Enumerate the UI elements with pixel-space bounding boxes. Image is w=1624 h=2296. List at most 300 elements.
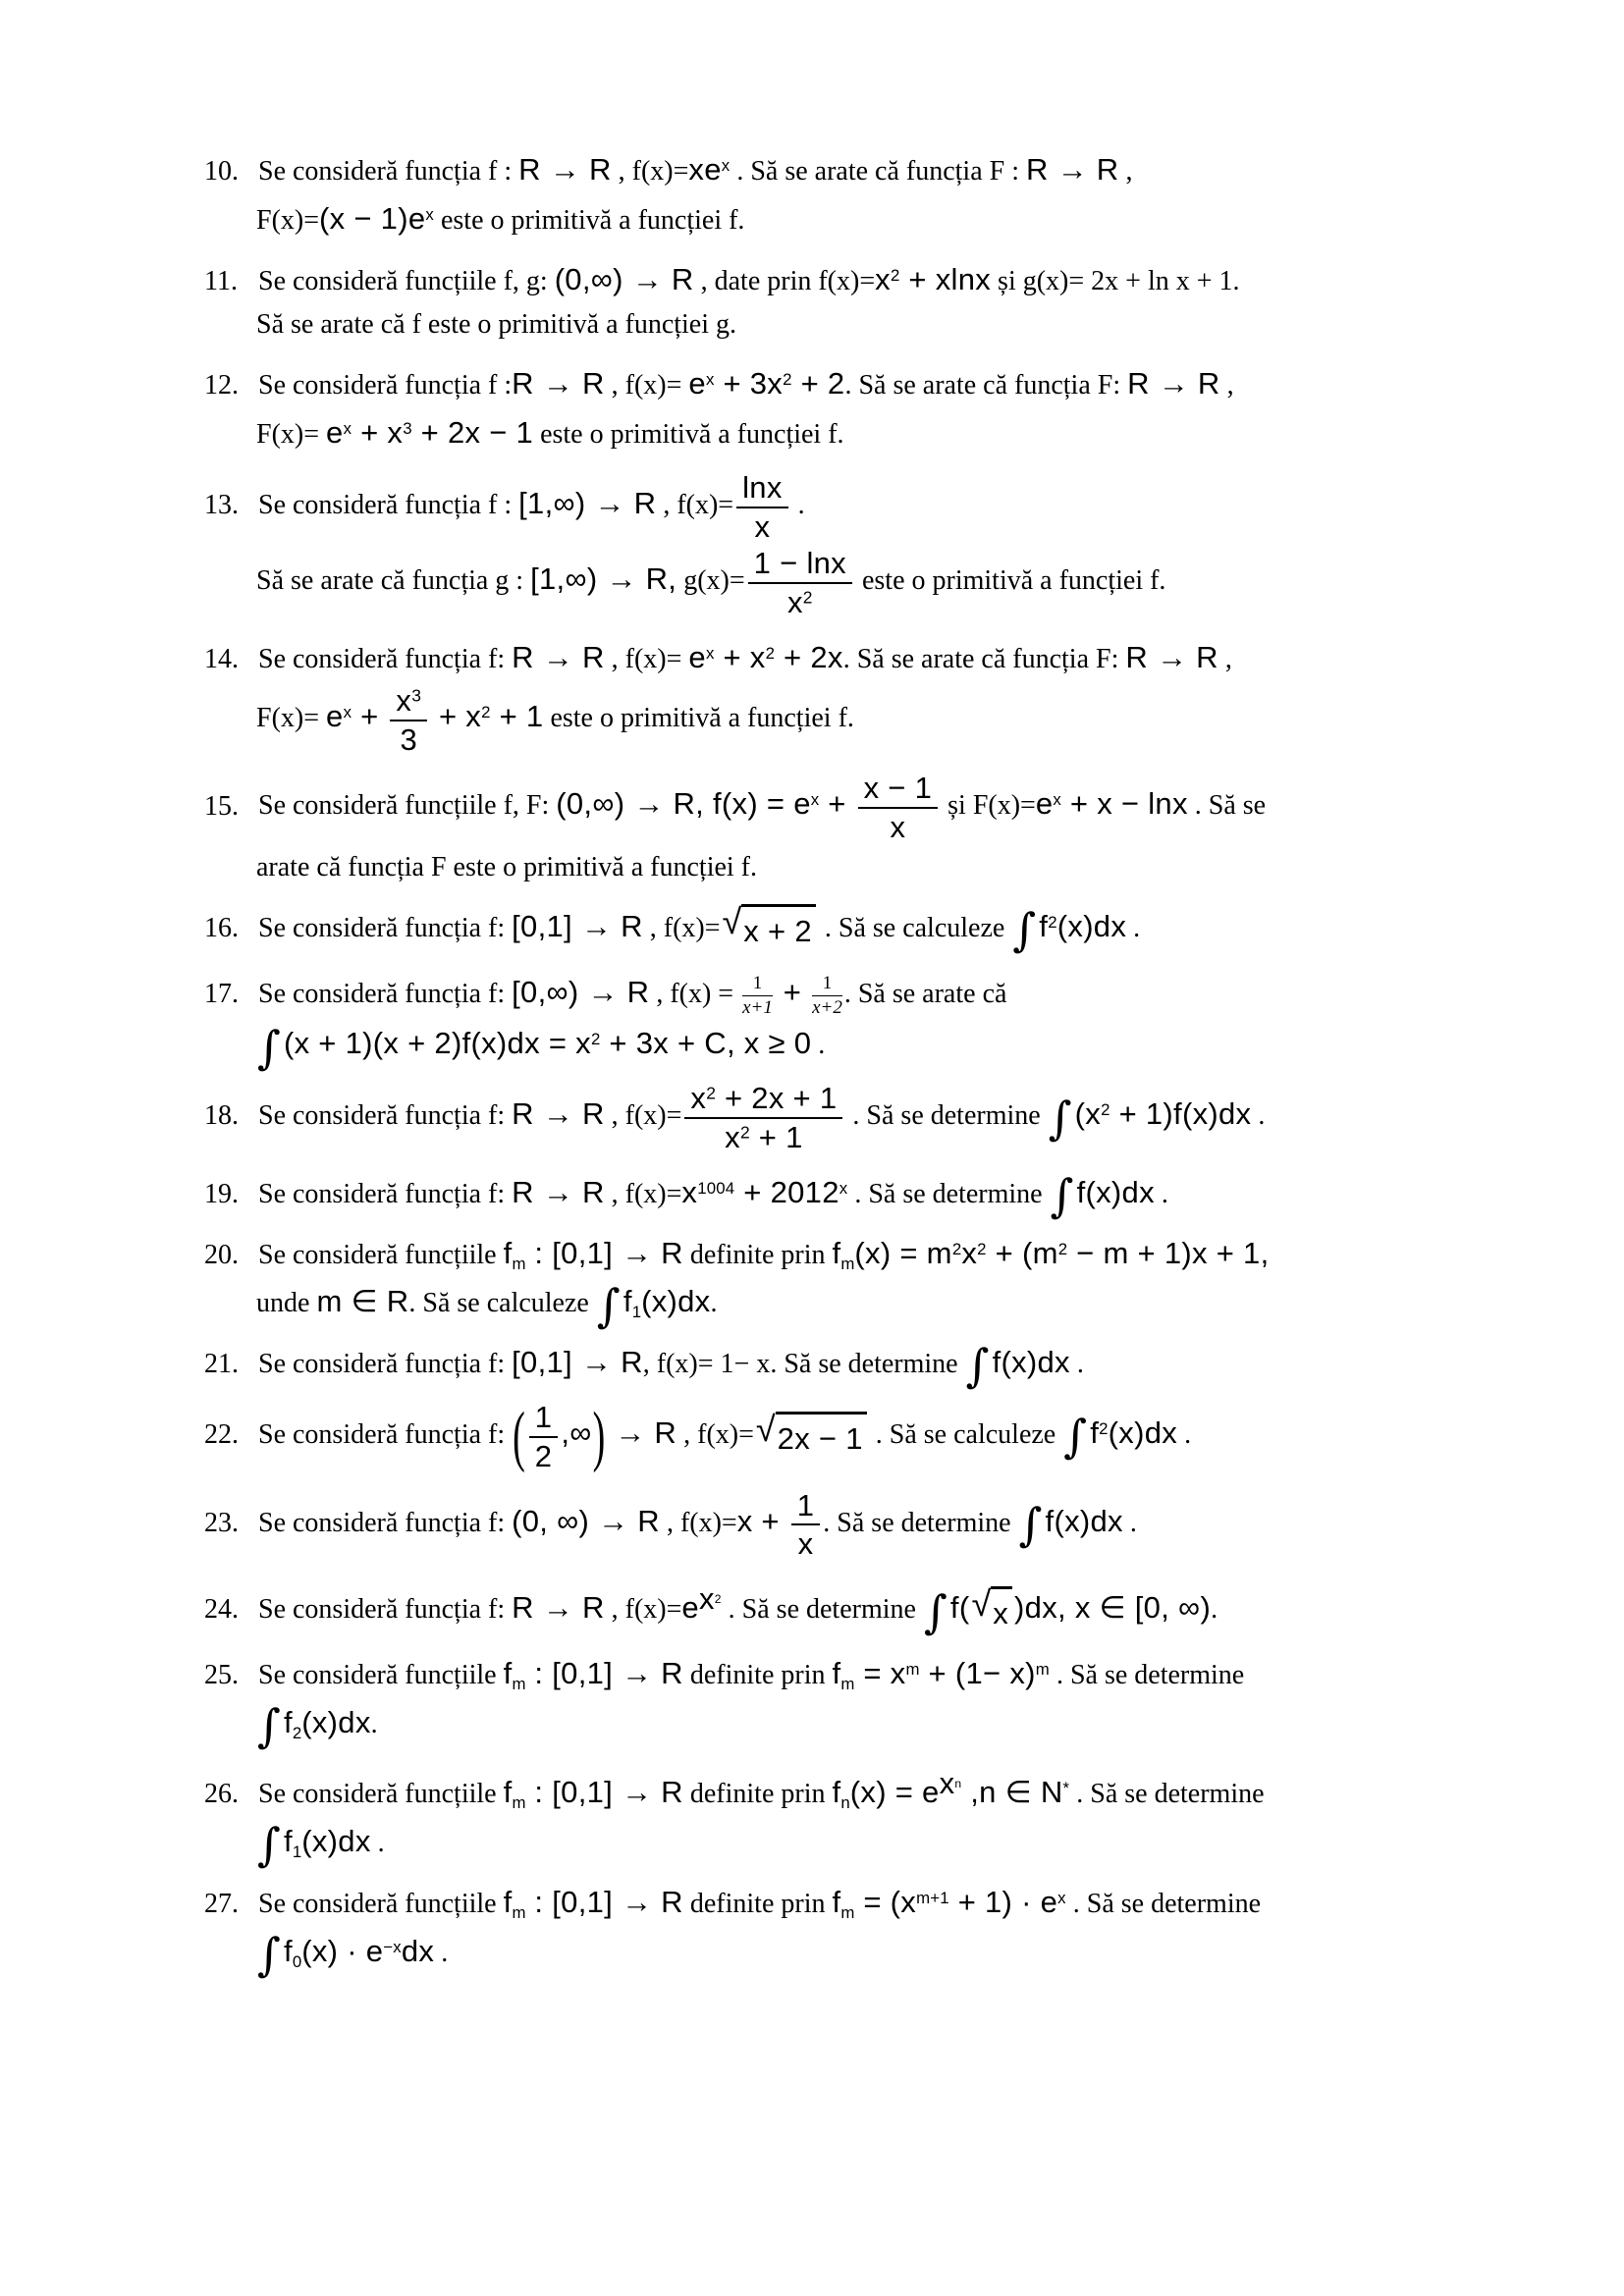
text-run: , f(x)= <box>604 1100 682 1132</box>
math-run: x <box>698 1581 715 1617</box>
math-run: f(x) = e <box>704 786 811 822</box>
text-run: Se consideră funcția f: <box>258 1178 513 1209</box>
text-run: definite prin <box>682 1660 833 1691</box>
problem-item <box>204 359 1481 457</box>
problem-item <box>204 1759 1481 1872</box>
text-run: . Să se arate că funcția F : <box>730 156 1026 187</box>
integral-icon: ∫ <box>1050 1169 1074 1223</box>
fraction <box>684 1080 842 1156</box>
text-run: definite prin <box>682 1888 833 1919</box>
superscript: 2 <box>951 1239 962 1258</box>
text-run: definite prin <box>682 1779 833 1810</box>
math-run: + 3x <box>714 366 784 401</box>
problem-line-first <box>204 1487 1481 1564</box>
problem-line-first <box>204 1229 1481 1278</box>
problem-line-first <box>204 145 1481 194</box>
text-run: . <box>1154 1178 1168 1209</box>
math-run: x − 1 <box>863 771 933 806</box>
square-root <box>723 904 816 956</box>
problem-item <box>204 1229 1481 1332</box>
problem-number: 19. <box>204 1178 239 1209</box>
text-run: este o primitivă a funcției f. <box>543 702 854 733</box>
text-run: . Să se <box>1187 790 1267 822</box>
math-run: e <box>688 366 706 401</box>
math-run: (x)dx <box>301 1705 371 1740</box>
small-fraction <box>742 972 773 1020</box>
superscript: x <box>839 1178 848 1198</box>
math-run: + 2 <box>791 366 845 401</box>
text-run: , f(x)= <box>642 912 721 943</box>
radicand <box>741 904 816 956</box>
problem-item <box>204 968 1481 1074</box>
math-run: x <box>725 1120 740 1155</box>
math-run: f <box>503 1235 513 1270</box>
math-run: + xlnx <box>899 261 992 296</box>
superscript: 3 <box>403 418 412 438</box>
text-run: și g(x)= 2x + ln x + 1. <box>991 265 1240 296</box>
math-run: : [0,1] → R <box>525 1656 683 1691</box>
math-run: f <box>283 1705 293 1740</box>
math-run: dx <box>401 1933 435 1968</box>
superscript: x <box>343 418 352 438</box>
text-run: Se consideră funcția f : <box>258 490 519 520</box>
problem-number: 21. <box>204 1349 239 1380</box>
math-run: f <box>1039 908 1049 943</box>
subscript: m <box>840 1902 855 1922</box>
math-run: lnx <box>742 469 783 505</box>
subscript: m <box>512 1793 526 1813</box>
math-run: x <box>890 810 906 845</box>
problem-number: 27. <box>204 1888 239 1919</box>
subscript: m <box>512 1902 526 1922</box>
problem-line-first <box>204 1649 1481 1698</box>
math-run: + 1) · e <box>948 1884 1058 1919</box>
problem-number: 14. <box>204 643 239 674</box>
text-run: . <box>434 1937 449 1968</box>
superscript: x <box>1057 1888 1066 1907</box>
math-run: + <box>819 786 855 822</box>
subscript: 1 <box>631 1303 642 1322</box>
problem-line-first <box>204 1399 1481 1475</box>
problem-item <box>204 1878 1481 1981</box>
math-run: (x)dx <box>301 1823 371 1858</box>
superscript: m+1 <box>916 1888 949 1907</box>
math-run: (0,∞) → R <box>554 261 694 296</box>
text-run: Se consideră funcțiile <box>258 1660 504 1691</box>
text-run: , f(x) = <box>649 978 741 1009</box>
problem-line-first <box>204 1759 1481 1817</box>
text-run: Se consideră funcția f: <box>258 1507 513 1538</box>
numerator <box>529 1399 559 1438</box>
superscript: x <box>343 702 352 721</box>
problem-item <box>204 1649 1481 1753</box>
math-run: (x)dx <box>1056 908 1127 943</box>
denominator <box>390 721 427 759</box>
math-run: x <box>993 1595 1009 1630</box>
denominator: x+2 <box>812 996 842 1018</box>
text-run: , f(x)= <box>604 1594 682 1626</box>
text-run: . Să se determine <box>1065 1888 1262 1919</box>
text-run: . <box>811 1030 826 1061</box>
fraction <box>529 1399 559 1475</box>
math-run: f <box>503 1656 513 1691</box>
numerator: 1 <box>812 972 842 996</box>
math-run: + <box>352 698 388 733</box>
problem-number: 13. <box>204 490 239 520</box>
math-run: [0,∞) → R <box>512 974 650 1009</box>
math-run: + 1 <box>490 698 544 733</box>
math-run: [0,1] → R <box>512 1345 643 1380</box>
math-run: (x <box>1074 1096 1102 1132</box>
text-run: F(x)= <box>256 418 327 450</box>
problem-item <box>204 1168 1481 1223</box>
text-run: F(x)= <box>256 204 320 236</box>
text-run: . Să se calculeze <box>408 1288 596 1319</box>
math-run: 1 <box>534 1400 553 1435</box>
text-run: . Să se determine <box>845 1100 1048 1132</box>
fraction <box>791 1487 821 1564</box>
problem-number: 18. <box>204 1100 239 1132</box>
problem-number: 16. <box>204 912 239 943</box>
math-run: 1 − lnx <box>753 546 846 581</box>
text-run: . Să se arate că funcția F: <box>844 370 1128 401</box>
math-run: R → R <box>1125 639 1218 674</box>
text-run: . <box>370 1827 385 1858</box>
math-run: = (x <box>854 1884 917 1919</box>
problem-line-first <box>204 1338 1481 1393</box>
problem-item <box>204 1080 1481 1156</box>
text-run: . Să se arate că <box>843 978 1007 1009</box>
math-run: + 3x + C, x ≥ 0 <box>600 1026 812 1061</box>
math-run: + 2012 <box>734 1174 839 1209</box>
problem-line-continued <box>204 408 1481 457</box>
math-run: f(x)dx <box>1076 1174 1155 1209</box>
problem-item <box>204 145 1481 243</box>
text-run: , f(x)= 1− x. Să se determine <box>642 1349 965 1380</box>
math-run: + (1− x) <box>919 1656 1036 1691</box>
math-run: [1,∞) → R, <box>530 561 677 597</box>
integral-icon: ∫ <box>1063 1410 1088 1464</box>
superscript: n <box>954 1776 962 1790</box>
text-run: . Să se determine <box>721 1594 923 1626</box>
text-run: Se consideră funcția f : <box>258 370 513 401</box>
superscript: 1004 <box>697 1178 735 1198</box>
math-run: x <box>681 1174 698 1209</box>
text-run: unde <box>256 1288 317 1319</box>
math-run: )dx, x ∈ [0, ∞) <box>1014 1590 1212 1626</box>
math-run: + x <box>352 414 404 450</box>
text-run: . <box>1177 1419 1192 1451</box>
math-run: (x) · e <box>301 1933 384 1968</box>
problem-item <box>204 633 1481 758</box>
superscript: x <box>810 790 820 810</box>
text-run: Se consideră funcția f : <box>258 156 519 187</box>
math-run: x <box>396 682 412 718</box>
problem-item <box>204 1399 1481 1475</box>
problem-line-continued <box>204 1817 1481 1872</box>
math-run: R → R <box>512 366 605 401</box>
superscript: 2 <box>1057 1239 1068 1258</box>
superscript: 2 <box>706 1083 717 1103</box>
math-run: (x − 1)e <box>319 200 426 236</box>
subscript: m <box>840 1254 855 1273</box>
integral-icon: ∫ <box>1048 1091 1072 1145</box>
superscript: m <box>905 1660 920 1680</box>
problem-line-first <box>204 359 1481 408</box>
problem-number: 22. <box>204 1419 239 1451</box>
numerator <box>736 469 788 508</box>
math-run: x <box>797 1526 814 1562</box>
problem-number: 10. <box>204 156 239 187</box>
text-run: . Să se calculeze <box>868 1419 1063 1451</box>
text-run: . <box>790 490 805 520</box>
math-run: f(x)dx <box>992 1345 1070 1380</box>
radical-icon: √ <box>971 1583 992 1625</box>
problem-line-first <box>204 469 1481 546</box>
text-run: . <box>1126 912 1141 943</box>
math-run: : [0,1] → R <box>525 1235 683 1270</box>
problem-number: 17. <box>204 978 239 1009</box>
big-paren: ( <box>513 1400 525 1474</box>
math-run: [0,1] → R <box>512 908 643 943</box>
denominator <box>748 584 852 621</box>
big-paren: ) <box>592 1400 606 1474</box>
math-run: (0, ∞) → R <box>512 1503 660 1538</box>
superscript: 2 <box>765 643 776 663</box>
numerator <box>390 682 427 721</box>
problem-line-first <box>204 255 1481 304</box>
math-run: = x <box>854 1656 906 1691</box>
math-run: + 1)f(x)dx <box>1110 1096 1252 1132</box>
integral-icon: ∫ <box>1012 902 1037 956</box>
math-run: : [0,1] → R <box>525 1775 683 1810</box>
numerator <box>684 1080 842 1119</box>
text-run: Se consideră funcția f: <box>258 1100 513 1132</box>
text-run: este o primitivă a funcției f. <box>433 204 745 236</box>
math-run: f(x)dx <box>1045 1503 1123 1538</box>
numerator <box>791 1487 821 1526</box>
math-run: [1,∞) → R <box>518 486 657 520</box>
superscript: 2 <box>481 702 491 721</box>
text-run: și F(x)= <box>941 790 1036 822</box>
problem-line-continued <box>204 1698 1481 1753</box>
math-run: : [0,1] → R <box>525 1884 683 1919</box>
math-run: x + <box>736 1503 788 1538</box>
superscript: 2 <box>1101 1100 1110 1120</box>
integral-icon: ∫ <box>257 1020 281 1074</box>
superscript: 2 <box>890 265 900 285</box>
text-run: . <box>1069 1349 1084 1380</box>
math-run: e <box>326 698 344 733</box>
problem-number: 11. <box>204 265 238 296</box>
text-run: , f(x)= <box>677 1419 754 1451</box>
math-run: R → R <box>512 1096 605 1132</box>
radical-icon: √ <box>722 902 742 943</box>
problem-number: 15. <box>204 790 239 822</box>
text-run: Să se arate că f este o primitivă a funcției g. <box>256 309 737 341</box>
math-run: 2x − 1 <box>777 1420 863 1456</box>
superscript: 2 <box>977 1239 987 1258</box>
math-run: (x) = m <box>854 1235 952 1270</box>
math-run: + x <box>430 698 482 733</box>
text-run: . <box>1122 1507 1137 1538</box>
math-run: → R <box>606 1415 677 1451</box>
math-run: f <box>503 1884 513 1919</box>
superscript <box>939 1765 962 1800</box>
math-run: R → R <box>512 1174 605 1209</box>
math-run: f <box>832 1775 841 1810</box>
subscript: n <box>840 1793 850 1813</box>
problem-number: 26. <box>204 1779 239 1810</box>
text-run: Se consideră funcțiile f, F: <box>258 790 557 822</box>
superscript: 2 <box>783 369 792 389</box>
math-run: + <box>774 974 811 1009</box>
math-run: f <box>832 1656 841 1691</box>
superscript: x <box>721 155 731 175</box>
numerator <box>748 545 852 584</box>
math-run: e <box>326 414 344 450</box>
problem-line-continued <box>204 1927 1481 1981</box>
superscript: 2 <box>802 587 813 608</box>
integral-icon: ∫ <box>965 1339 990 1393</box>
subscript: m <box>512 1254 526 1273</box>
math-run: ,∞ <box>561 1415 592 1451</box>
problem-line-continued <box>204 682 1481 759</box>
math-run: ,n ∈ N <box>961 1775 1063 1810</box>
math-run: x <box>939 1765 955 1800</box>
math-run: e <box>688 639 706 674</box>
fraction <box>748 545 852 621</box>
problem-line-continued <box>204 545 1481 621</box>
problem-line-first <box>204 1575 1481 1637</box>
denominator <box>736 508 788 546</box>
fraction <box>390 682 427 759</box>
superscript: 2 <box>590 1030 601 1049</box>
text-run: . Să se determine <box>823 1507 1018 1538</box>
problem-line-first <box>204 633 1481 682</box>
problem-line-first <box>204 1878 1481 1927</box>
document-page <box>204 145 1481 1987</box>
math-run: + 1 <box>749 1120 803 1155</box>
problem-line-first <box>204 902 1481 956</box>
superscript: x <box>705 643 715 663</box>
denominator <box>529 1438 559 1475</box>
math-run: x <box>754 508 771 544</box>
text-run: Se consideră funcția f: <box>258 643 513 674</box>
math-run: R → R <box>1025 152 1119 187</box>
text-run: , f(x)= <box>611 156 689 187</box>
denominator <box>858 809 939 846</box>
math-run: f <box>623 1284 632 1319</box>
text-run: , f(x)= <box>604 1178 682 1209</box>
superscript: x <box>425 204 434 224</box>
problem-line-continued <box>204 1277 1481 1332</box>
text-run: Se consideră funcțiile <box>258 1888 504 1919</box>
problem-number: 24. <box>204 1594 239 1626</box>
denominator <box>684 1119 842 1156</box>
superscript: m <box>1035 1660 1050 1680</box>
math-run: x <box>875 261 891 296</box>
math-run: f <box>283 1933 293 1968</box>
text-run: . <box>1251 1100 1266 1132</box>
text-run: F(x)= <box>256 702 327 733</box>
math-run: (x)dx <box>1108 1415 1178 1451</box>
math-run: m ∈ R <box>316 1284 409 1319</box>
superscript: 3 <box>411 685 422 706</box>
math-run: (0,∞) → R, <box>556 786 705 822</box>
text-run: Să se arate că funcția g : <box>256 565 531 597</box>
problem-number: 12. <box>204 370 239 401</box>
text-run: . Să se determine <box>1069 1779 1265 1810</box>
superscript: 2 <box>739 1122 750 1143</box>
text-run: , f(x)= <box>604 643 689 674</box>
text-run: . Să se calculeze <box>817 912 1012 943</box>
radicand <box>991 1586 1012 1638</box>
integral-icon: ∫ <box>257 1818 281 1872</box>
fraction <box>736 469 788 546</box>
problem-item <box>204 255 1481 348</box>
math-run: f <box>283 1823 293 1858</box>
problem-item <box>204 770 1481 889</box>
math-run: f( <box>949 1590 970 1626</box>
problem-number: 23. <box>204 1507 239 1538</box>
math-run: f <box>1090 1415 1100 1451</box>
math-run: 1 <box>796 1487 815 1522</box>
math-run: R → R <box>1127 366 1220 401</box>
problem-item <box>204 1338 1481 1393</box>
denominator <box>791 1525 821 1563</box>
math-run: R → R <box>512 639 605 674</box>
math-run: (x)dx <box>641 1284 711 1319</box>
problem-item <box>204 469 1481 621</box>
superscript <box>698 1581 722 1617</box>
math-run: f <box>832 1235 841 1270</box>
problem-line-first <box>204 1168 1481 1223</box>
math-run: + (m <box>986 1235 1058 1270</box>
integral-icon: ∫ <box>257 1927 281 1981</box>
math-run: + 2x <box>775 639 843 674</box>
math-run: 2 <box>534 1438 553 1473</box>
math-run: + x − lnx <box>1060 786 1188 822</box>
math-run: 3 <box>400 721 417 757</box>
superscript: −x <box>383 1937 402 1956</box>
math-run: e <box>681 1590 699 1626</box>
math-run: x <box>961 1235 978 1270</box>
radicand <box>776 1412 867 1464</box>
text-run: , date prin f(x)= <box>693 265 876 296</box>
text-run: arate că funcția F este o primitivă a funcției f. <box>256 851 758 882</box>
problem-line-continued <box>204 194 1481 243</box>
problem-number: 20. <box>204 1239 239 1270</box>
superscript: 2 <box>1099 1419 1109 1439</box>
text-run: , f(x)= <box>604 370 689 401</box>
subscript: m <box>512 1675 526 1694</box>
problem-item <box>204 1487 1481 1564</box>
text-run: g(x)= <box>677 565 745 597</box>
subscript: m <box>840 1675 855 1694</box>
square-root <box>971 1583 1012 1638</box>
math-run: f <box>832 1884 841 1919</box>
text-run: Se consideră funcția f: <box>258 1419 513 1451</box>
problem-item <box>204 1575 1481 1637</box>
text-run: , <box>1118 156 1133 187</box>
math-run: R → R <box>518 152 612 187</box>
math-run: + 2x − 1 <box>411 414 534 450</box>
problem-line-continued <box>204 846 1481 890</box>
text-run: Se consideră funcțiile <box>258 1239 504 1270</box>
problem-line-first <box>204 1080 1481 1156</box>
math-run: f <box>503 1775 513 1810</box>
